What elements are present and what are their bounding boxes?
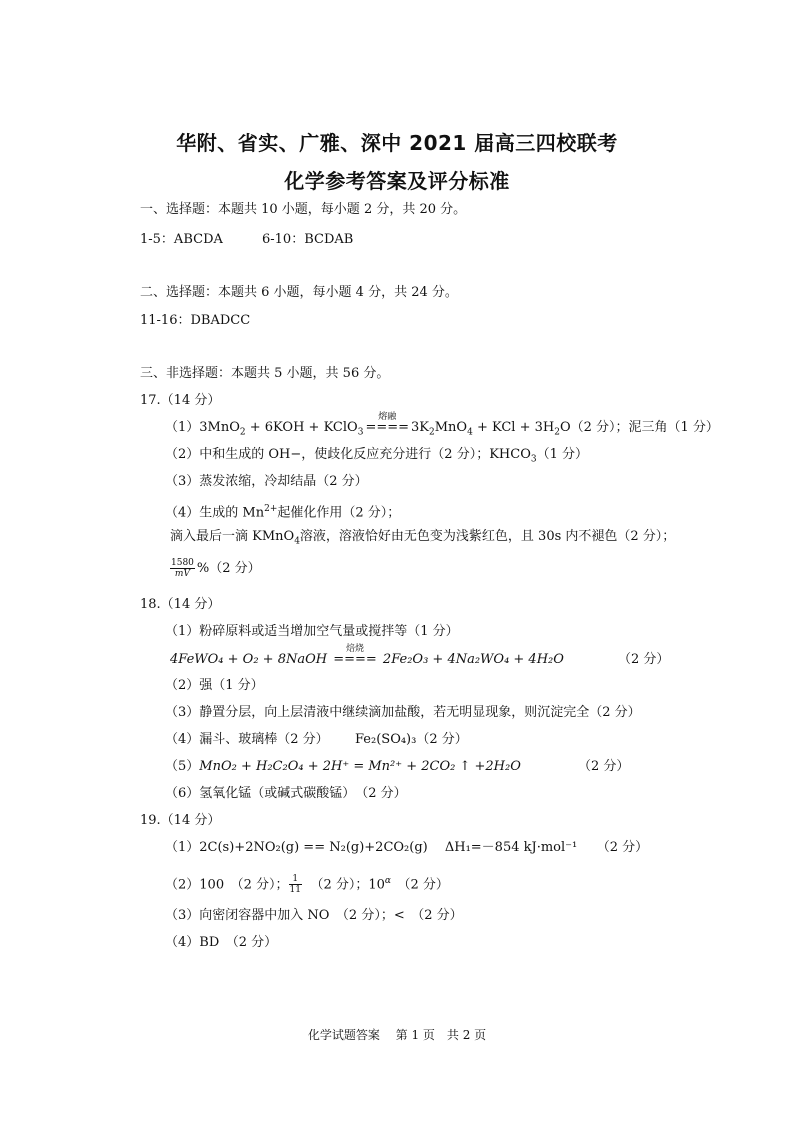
q17-answer-2: （2）中和生成的 OH−，使歧化反应充分进行（2 分）；$KHCO_3(1$ 分） [165,447,588,465]
section2-heading: 二、选择题：本题共 6 小题，每小题 4 分，共 24 分。 [140,285,458,300]
q18-answer-3: （3）静置分层，向上层清液中继续滴加盐酸，若无明显现象，则沉淀完全（2 分） [165,705,641,720]
q18-equation-score: （2 分） [618,652,670,667]
section1-answers-6-10: 6-10：BCDAB [262,232,354,247]
page-footer: 化学试题答案 第 1 页 共 2 页 [307,1028,487,1042]
q17-fraction: $\frac{1580}{mV}$ [171,558,194,579]
q18-answer-5: （5）MnO₂ + H₂C₂O₄ + 2H⁺ = Mn²⁺ + 2CO₂ ↑ +2H₂O [165,759,521,774]
q17-answer-1: （1）3MnO$_2$ + 6KOH + KClO$_3$ 熔融 ==== $3K_2MnO_4$ + KCl + $3H_2O(2$ 分）；泥三角（1 分） [165,412,719,438]
q19-answer-1: （1）2C(s)+2NO₂(g) == N₂(g)+2CO₂(g) ΔH₁=－854 kJ·mol⁻¹ （2 分） [165,840,649,855]
q17-answer-4: （4）生成的 $Mn^{2+}$起催化作用（2 分）； [165,504,401,521]
q19-answer-4: （4）BD （2 分） [165,935,278,950]
q17-equation-sign: 熔融 ==== [365,412,410,435]
q17-answer-4-endpoint: 滴入最后一滴 KMnO$_4$溶液，溶液恰好由无色变为浅紫红色，且 30s 内不褪色（2 分）； [170,529,676,547]
q18-answer-5-score: （2 分） [578,759,630,774]
q18-equation-sign: 焙烧 ==== [333,644,377,667]
q17-header: 17.（14 分） [140,393,221,408]
section2-answers: 11-16：DBADCC [140,313,251,328]
section1-answers-1-5: 1-5：ABCDA [140,232,223,247]
section3-heading: 三、非选择题：本题共 5 小题，共 56 分。 [140,366,390,381]
q18-answer-2: （2）强（1 分） [165,678,264,693]
q17-answer-4-formula: $\frac{1580}{mV}$ %（2 分） [171,558,261,579]
q18-header: 18.（14 分） [140,597,221,612]
q17-answer-3: （3）蒸发浓缩，冷却结晶（2 分） [165,474,368,489]
q18-answer-1: （1）粉碎原料或适当增加空气量或搅拌等（1 分） [165,624,459,639]
q19-header: 19.（14 分） [140,813,221,828]
q19-answer-2: （2）100 （2 分）； $\frac{1}{11}$ （2 分）；$10^\alpha$ （2 分） [165,874,449,896]
page-subtitle: 化学参考答案及评分标准 [284,169,510,193]
q19-answer-3: （3）向密闭容器中加入 NO （2 分）；< （2 分） [165,908,463,923]
q18-equation: 4FeWO₄ + O₂ + 8NaOH 焙烧 ==== 2Fe₂O₃ + 4Na₂WO₄ + 4H₂O [170,650,564,670]
section1-heading: 一、选择题：本题共 10 小题，每小题 2 分，共 20 分。 [140,202,467,217]
q18-answer-6: （6）氢氧化锰（或碱式碳酸锰） （2 分） [165,786,407,801]
q19-fraction: $\frac{1}{11}$ [289,874,301,896]
page-title: 华附、省实、广雅、深中 2021 届高三四校联考 [176,131,618,155]
q18-answer-4a: （4）漏斗、玻璃棒（2 分） [165,732,329,747]
q18-answer-4b: Fe₂(SO₄)₃（2 分） [355,732,468,747]
